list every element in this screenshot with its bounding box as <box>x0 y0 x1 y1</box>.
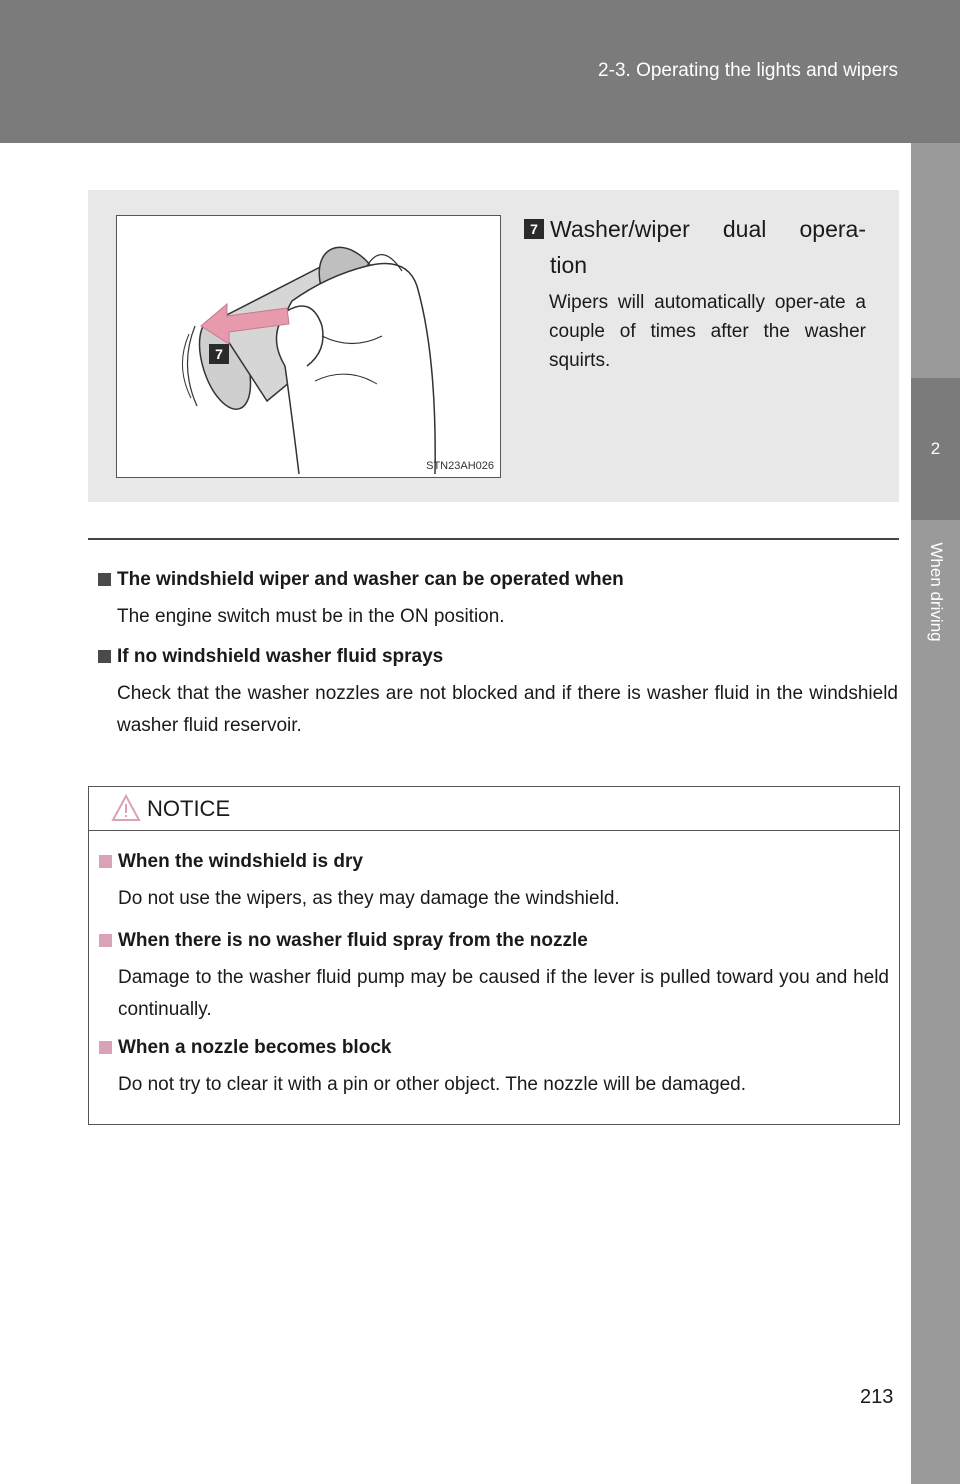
notice-item-body: Do not try to clear it with a pin or other object. The nozzle will be damaged. <box>118 1074 747 1095</box>
notice-item-heading: When there is no washer fluid spray from the nozzle <box>99 928 889 954</box>
notice-item-heading: When the windshield is dry <box>99 849 889 875</box>
notice-item-body: Do not use the wipers, as they may damage the windshield. <box>118 888 620 909</box>
page-number: 213 <box>860 1386 894 1408</box>
notice-header <box>89 787 899 831</box>
section-no-fluid <box>98 644 898 742</box>
item-title-line1: Washer/wiper dual opera- <box>550 216 866 242</box>
notice-item <box>99 849 889 915</box>
section-heading: If no windshield washer fluid sprays <box>98 644 898 670</box>
section-divider <box>88 538 899 540</box>
section-body: Check that the washer nozzles are not blocked and if there is washer fluid in the windshield washer fluid reservoir. <box>117 683 898 736</box>
callout-7: 7 <box>209 344 229 364</box>
notice-box <box>88 786 900 1125</box>
side-tab-label: When driving <box>927 542 946 642</box>
figure-code: STN23AH026 <box>426 460 494 472</box>
notice-item <box>99 928 889 1026</box>
hand-lever-drawing <box>117 216 500 477</box>
notice-item-body: Damage to the washer fluid pump may be caused if the lever is pulled toward you and held continually. <box>118 967 889 1020</box>
page-header <box>0 0 960 143</box>
section-heading: The windshield wiper and washer can be operated when <box>98 567 898 593</box>
side-tab <box>911 143 960 1484</box>
item-title-line2: tion <box>550 252 588 278</box>
section-operating-condition <box>98 567 898 633</box>
item-description: Wipers will automatically oper-ate a couple of times after the washer squirts. <box>549 292 866 371</box>
item-number: 7 <box>524 219 544 239</box>
notice-title: NOTICE <box>147 796 231 821</box>
section-body: The engine switch must be in the ON position. <box>117 606 505 627</box>
warning-triangle-icon <box>111 794 141 822</box>
item-title <box>524 211 866 283</box>
chapter-title: 2-3. Operating the lights and wipers <box>598 60 898 81</box>
side-tab-number: 2 <box>911 378 960 520</box>
notice-item <box>99 1035 889 1101</box>
notice-item-heading: When a nozzle becomes block <box>99 1035 889 1061</box>
lever-illustration <box>116 215 501 478</box>
